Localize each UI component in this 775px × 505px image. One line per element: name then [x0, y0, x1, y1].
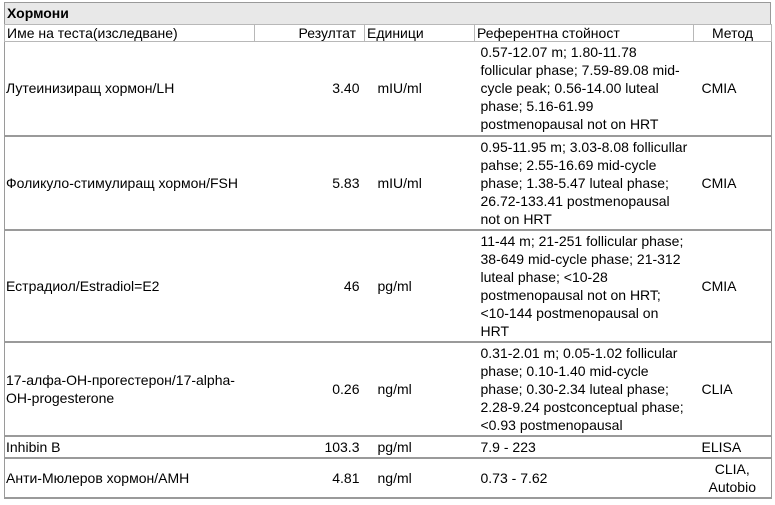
test-name: 17-алфа-OH-прогестерон/17-alpha-OH-progesterone: [5, 342, 255, 436]
test-result: 3.40: [255, 42, 365, 136]
table-row-17-oh-progesterone: [5, 342, 772, 436]
test-units: ng/ml: [365, 458, 475, 498]
column-header-method: Метод: [694, 25, 772, 42]
test-name: Анти-Мюлеров хормон/AMH: [5, 458, 255, 498]
test-units: mIU/ml: [365, 136, 475, 230]
test-reference: 0.95-11.95 m; 3.03-8.08 follicullar pahse; 2.55-16.69 mid-cycle phase; 1.38-5.47 luteal phase; 26.72-133.41 postmenopausal not on HRT: [475, 136, 694, 230]
test-name: Лутеинизиращ хормон/LH: [5, 42, 255, 136]
test-method: CMIA: [694, 42, 772, 136]
test-result: 5.83: [255, 136, 365, 230]
test-result: 46: [255, 230, 365, 342]
test-reference: 7.9 - 223: [475, 436, 694, 458]
table-row-amh: [5, 458, 772, 498]
table-header-row: [5, 25, 772, 42]
test-result: 103.3: [255, 436, 365, 458]
column-header-result: Резултат: [255, 25, 365, 42]
table-row-fsh: [5, 136, 772, 230]
test-reference: 0.57-12.07 m; 1.80-11.78 follicular phase; 7.59-89.08 mid-cycle peak; 0.56-14.00 luteal phase; 5.16-61.99 postmenopausal not on HRT: [475, 42, 694, 136]
test-method: ELISA: [694, 436, 772, 458]
test-units: pg/ml: [365, 230, 475, 342]
test-name: Фоликуло-стимулиращ хормон/FSH: [5, 136, 255, 230]
test-reference: 0.31-2.01 m; 0.05-1.02 follicular phase; 0.10-1.40 mid-cycle phase; 0.30-2.34 luteal phase; 2.28-9.24 postconceptual phase; <0.93 postmenopausal: [475, 342, 694, 436]
hormones-report: [4, 2, 771, 499]
table-row-lh: [5, 42, 772, 136]
test-units: ng/ml: [365, 342, 475, 436]
column-header-reference: Референтна стойност: [475, 25, 694, 42]
test-result: 0.26: [255, 342, 365, 436]
column-header-name: Име на теста(изследване): [5, 25, 255, 42]
results-table: [4, 24, 772, 499]
test-result: 4.81: [255, 458, 365, 498]
test-units: pg/ml: [365, 436, 475, 458]
test-method: CMIA: [694, 136, 772, 230]
table-row-estradiol: [5, 230, 772, 342]
test-method: CLIA: [694, 342, 772, 436]
column-header-units: Единици: [365, 25, 475, 42]
test-units: mIU/ml: [365, 42, 475, 136]
test-name: Inhibin B: [5, 436, 255, 458]
table-row-inhibin-b: [5, 436, 772, 458]
test-name: Естрадиол/Estradiol=E2: [5, 230, 255, 342]
test-reference: 0.73 - 7.62: [475, 458, 694, 498]
test-method: CMIA: [694, 230, 772, 342]
test-method: CLIA, Autobio: [694, 458, 772, 498]
section-title: Хормони: [4, 2, 771, 24]
test-reference: 11-44 m; 21-251 follicular phase; 38-649 mid-cycle phase; 21-312 luteal phase; <10-28 postmenopausal not on HRT; <10-144 postmenopausal on HRT: [475, 230, 694, 342]
